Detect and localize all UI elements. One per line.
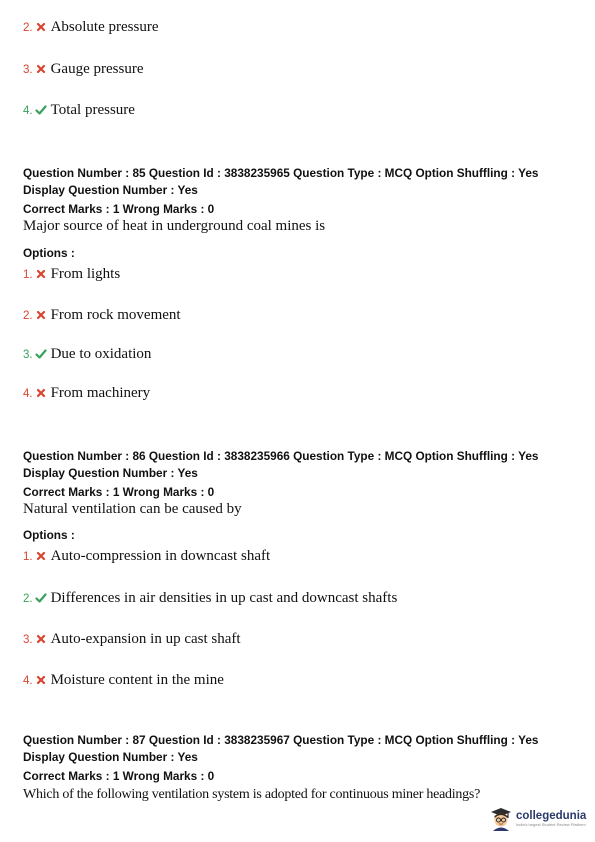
question-text: Major source of heat in underground coal mines is — [23, 218, 326, 234]
question-marks: Correct Marks : 1 Wrong Marks : 0 — [23, 769, 215, 783]
option-item — [23, 14, 159, 34]
option-item — [23, 56, 143, 76]
question-meta: Question Number : 86 Question Id : 3838235966 Question Type : MCQ Option Shuffling : Yes — [23, 449, 539, 463]
option-item — [23, 341, 151, 361]
cross-icon — [35, 674, 47, 686]
option-text: From rock movement — [50, 307, 181, 323]
option-text: Differences in air densities in up cast and downcast shafts — [50, 590, 398, 606]
check-icon — [35, 348, 47, 360]
option-number: 4. — [23, 388, 33, 400]
option-item — [23, 667, 224, 687]
option-text: Moisture content in the mine — [50, 672, 224, 688]
question-display-number: Display Question Number : Yes — [23, 750, 198, 764]
graduate-avatar-icon — [489, 805, 513, 831]
option-text: From lights — [50, 266, 121, 282]
option-text: Due to oxidation — [50, 346, 152, 362]
option-text: Gauge pressure — [50, 61, 144, 77]
option-number: 4. — [23, 105, 33, 117]
options-label: Options : — [23, 246, 75, 260]
option-item — [23, 543, 270, 563]
brand-name: collegedunia — [516, 809, 587, 822]
check-icon — [35, 592, 47, 604]
collegedunia-logo — [489, 803, 593, 833]
option-number: 1. — [23, 551, 33, 563]
option-item — [23, 380, 150, 400]
option-number: 2. — [23, 593, 33, 605]
option-text: Absolute pressure — [50, 19, 159, 35]
cross-icon — [35, 633, 47, 645]
question-meta: Question Number : 85 Question Id : 3838235965 Question Type : MCQ Option Shuffling : Yes — [23, 166, 539, 180]
options-label: Options : — [23, 528, 75, 542]
option-text: Auto-expansion in up cast shaft — [50, 631, 241, 647]
option-number: 2. — [23, 310, 33, 322]
option-number: 4. — [23, 675, 33, 687]
option-item — [23, 261, 120, 281]
question-display-number: Display Question Number : Yes — [23, 183, 198, 197]
cross-icon — [35, 550, 47, 562]
question-text: Natural ventilation can be caused by — [23, 501, 242, 517]
cross-icon — [35, 309, 47, 321]
brand-tagline: India's largest Student Review Platform — [516, 821, 586, 827]
option-item — [23, 585, 397, 605]
question-marks: Correct Marks : 1 Wrong Marks : 0 — [23, 202, 215, 216]
cross-icon — [35, 387, 47, 399]
option-item — [23, 302, 181, 322]
cross-icon — [35, 21, 47, 33]
option-item — [23, 97, 135, 117]
option-text: Auto-compression in downcast shaft — [50, 548, 271, 564]
question-meta: Question Number : 87 Question Id : 3838235967 Question Type : MCQ Option Shuffling : Yes — [23, 733, 539, 747]
cross-icon — [35, 268, 47, 280]
cross-icon — [35, 63, 47, 75]
option-text: Total pressure — [50, 102, 135, 118]
option-number: 3. — [23, 64, 33, 76]
option-number: 1. — [23, 269, 33, 281]
question-display-number: Display Question Number : Yes — [23, 466, 198, 480]
question-marks: Correct Marks : 1 Wrong Marks : 0 — [23, 485, 215, 499]
check-icon — [35, 104, 47, 116]
option-number: 2. — [23, 22, 33, 34]
question-text: Which of the following ventilation system is adopted for continuous miner headings? — [23, 787, 481, 802]
option-item — [23, 626, 241, 646]
option-number: 3. — [23, 634, 33, 646]
option-text: From machinery — [50, 385, 151, 401]
option-number: 3. — [23, 349, 33, 361]
